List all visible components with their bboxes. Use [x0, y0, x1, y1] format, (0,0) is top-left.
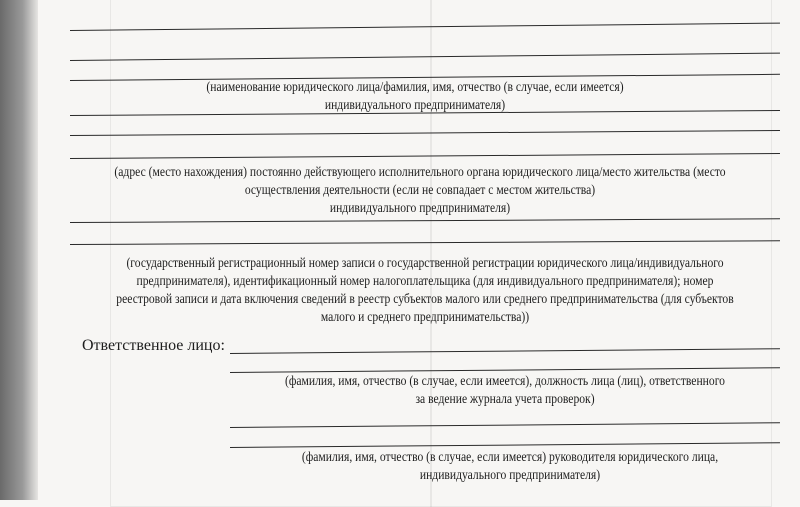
caption-head [269, 448, 751, 484]
caption-line: за ведение журнала учета проверок) [415, 391, 595, 406]
caption-line: предпринимателя), идентификационный номер налогоплательщика (для индивидуального предпринимателя); номер [136, 273, 714, 288]
caption-line: осуществления деятельности (если не совпадает с местом жительства) [244, 182, 596, 197]
caption-line: малого и среднего предпринимательства)) [320, 309, 530, 324]
caption-line: индивидуального предпринимателя) [419, 467, 601, 482]
caption-registration [85, 254, 764, 326]
caption-line: реестровой записи и дата включения сведений в реестр субъектов малого или среднего предпринимательства (для субъектов [116, 291, 734, 306]
caption-responsible [260, 372, 750, 408]
responsible-person-label: Ответственное лицо: [82, 337, 225, 354]
scan-margin [0, 0, 38, 500]
caption-line: (фамилия, имя, отчество (в случае, если имеется), должность лица (лиц), ответственного [285, 373, 725, 388]
caption-line: (фамилия, имя, отчество (в случае, если имеется) руководителя юридического лица, [301, 449, 719, 464]
caption-address [93, 163, 747, 217]
caption-name [136, 78, 695, 114]
caption-line: (адрес (место нахождения) постоянно действующего исполнительного органа юридического лица/место жительства (место [114, 164, 726, 179]
caption-line: индивидуального предпринимателя) [324, 97, 506, 112]
caption-line: (государственный регистрационный номер записи о государственной регистрации юридического лица/индивидуального [126, 255, 724, 270]
caption-line: индивидуального предпринимателя) [329, 200, 511, 215]
caption-line: (наименование юридического лица/фамилия, имя, отчество (в случае, если имеется) [206, 79, 624, 94]
